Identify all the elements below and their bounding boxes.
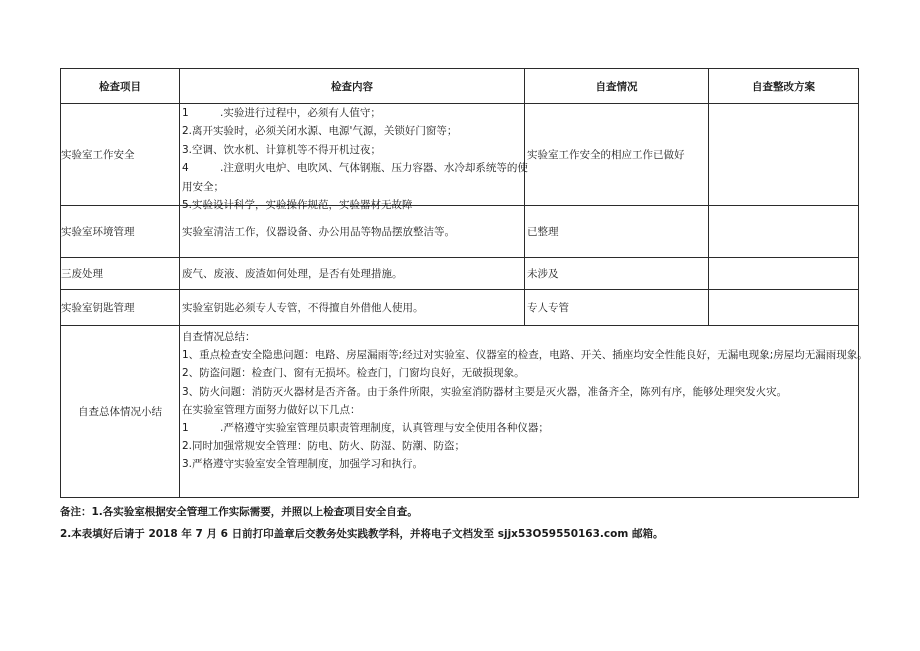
table-row: [61, 258, 859, 290]
summary-line: [182, 364, 858, 382]
row-plan-lab-safety: [709, 104, 859, 206]
table-row: [61, 326, 859, 498]
line-text: 2.离开实验时，必须关闭水源、电源'气源，关锁好门窗等；: [182, 125, 458, 138]
content-line: [182, 122, 524, 140]
row-content-waste: 废气、废液、废渣如何处理，是否有处理措施。: [180, 258, 525, 290]
row-plan-waste: [709, 258, 859, 290]
inspection-table: [60, 68, 868, 498]
header-item: 检查项目: [61, 69, 180, 104]
line-text: .实验进行过程中，必须有人值守；: [220, 107, 381, 119]
line-text: .注意明火电炉、电吹风、气体钢瓶、压力容器、水冷却系统等的使: [220, 162, 528, 175]
row-status-waste: 未涉及: [525, 258, 709, 290]
content-line: [182, 178, 524, 196]
header-content: 检查内容: [180, 69, 525, 104]
line-text: .严格遵守实验室管理员职责管理制度，认真管理与安全使用各种仪器；: [220, 422, 549, 435]
notes: [60, 502, 663, 546]
table-row: [61, 290, 859, 326]
row-item-keys: 实验室钥匙管理: [61, 290, 180, 326]
line-text: 1、重点检查安全隐患问题：电路、房屋漏雨等;经过对实验室、仪器室的检查，电路、开关、插座均安全性能良好，无漏电现象;房屋均无漏雨现象。: [182, 349, 868, 362]
row-plan-environment: [709, 206, 859, 258]
row-status-keys: 专人专管: [525, 290, 709, 326]
summary-line: [182, 419, 858, 437]
row-item-environment: 实验室环境管理: [61, 206, 180, 258]
line-text: 3.严格遵守实验室安全管理制度，加强学习和执行。: [182, 458, 424, 471]
line-number: 1: [182, 107, 189, 119]
content-line: [182, 141, 524, 159]
summary-line: [182, 328, 858, 346]
line-text: 用安全；: [182, 180, 224, 193]
line-text: 2、防盗问题：检查门、窗有无损坏。检查门，门窗均良好，无破损现象。: [182, 367, 525, 380]
summary-line: [182, 346, 868, 364]
line-text: 自查情况总结：: [182, 331, 256, 343]
line-number: 1: [182, 422, 189, 435]
summary-line: [182, 383, 858, 401]
content-lines: [182, 104, 528, 212]
header-plan: 自查整改方案: [709, 69, 859, 104]
header-status: 自查情况: [525, 69, 709, 104]
row-content-environment: 实验室清洁工作，仪器设备、办公用品等物品摆放整洁等。: [180, 206, 525, 258]
summary-line: [182, 401, 858, 419]
row-item-summary: 自查总体情况小结: [61, 326, 180, 498]
content-line: [182, 159, 528, 177]
line-text: 5.实验设计科学，实验操作规范，实验器材无故障: [182, 199, 413, 212]
row-plan-keys: [709, 290, 859, 326]
content-line: [182, 196, 524, 214]
line-text: 2.同时加强常规安全管理：防电、防火、防湿、防潮、防盗；: [182, 440, 466, 453]
row-status-lab-safety: 实验室工作安全的相应工作已做好: [525, 104, 709, 206]
row-status-environment: 已整理: [525, 206, 709, 258]
note-line-1: 备注：1.各实验室根据安全管理工作实际需要，并照以上检查项目安全自查。: [60, 506, 418, 518]
row-item-waste: 三废处理: [61, 258, 180, 290]
summary-line: [182, 437, 858, 455]
row-item-lab-safety: 实验室工作安全: [61, 104, 180, 206]
summary-line: [182, 455, 858, 473]
table-row: [61, 104, 859, 206]
note-line-2: 2.本表填好后请于 2018 年 7 月 6 日前打印盖章后交教务处实践教学科，并将电子文档发至 sjjx53O59550163.com 邮箱。: [60, 528, 664, 540]
line-text: 3.空调、饮水机、计算机等不得开机过夜；: [182, 143, 382, 156]
row-content-lab-safety: [180, 104, 528, 212]
content-line: [182, 104, 524, 122]
table-header-row: [61, 69, 859, 104]
summary-content: [180, 326, 868, 498]
line-text: 3、防火问题：消防灭火器材是否齐备。由于条件所限，实验室消防器材主要是灭火器，准备齐全，陈列有序，能够处理突发火灾。: [182, 385, 788, 398]
line-text: 在实验室管理方面努力做好以下几点：: [182, 403, 361, 416]
row-content-keys: 实验室钥匙必须专人专管，不得擅自外借他人使用。: [180, 290, 525, 326]
summary-lines: [180, 326, 868, 474]
line-number: 4: [182, 162, 189, 175]
